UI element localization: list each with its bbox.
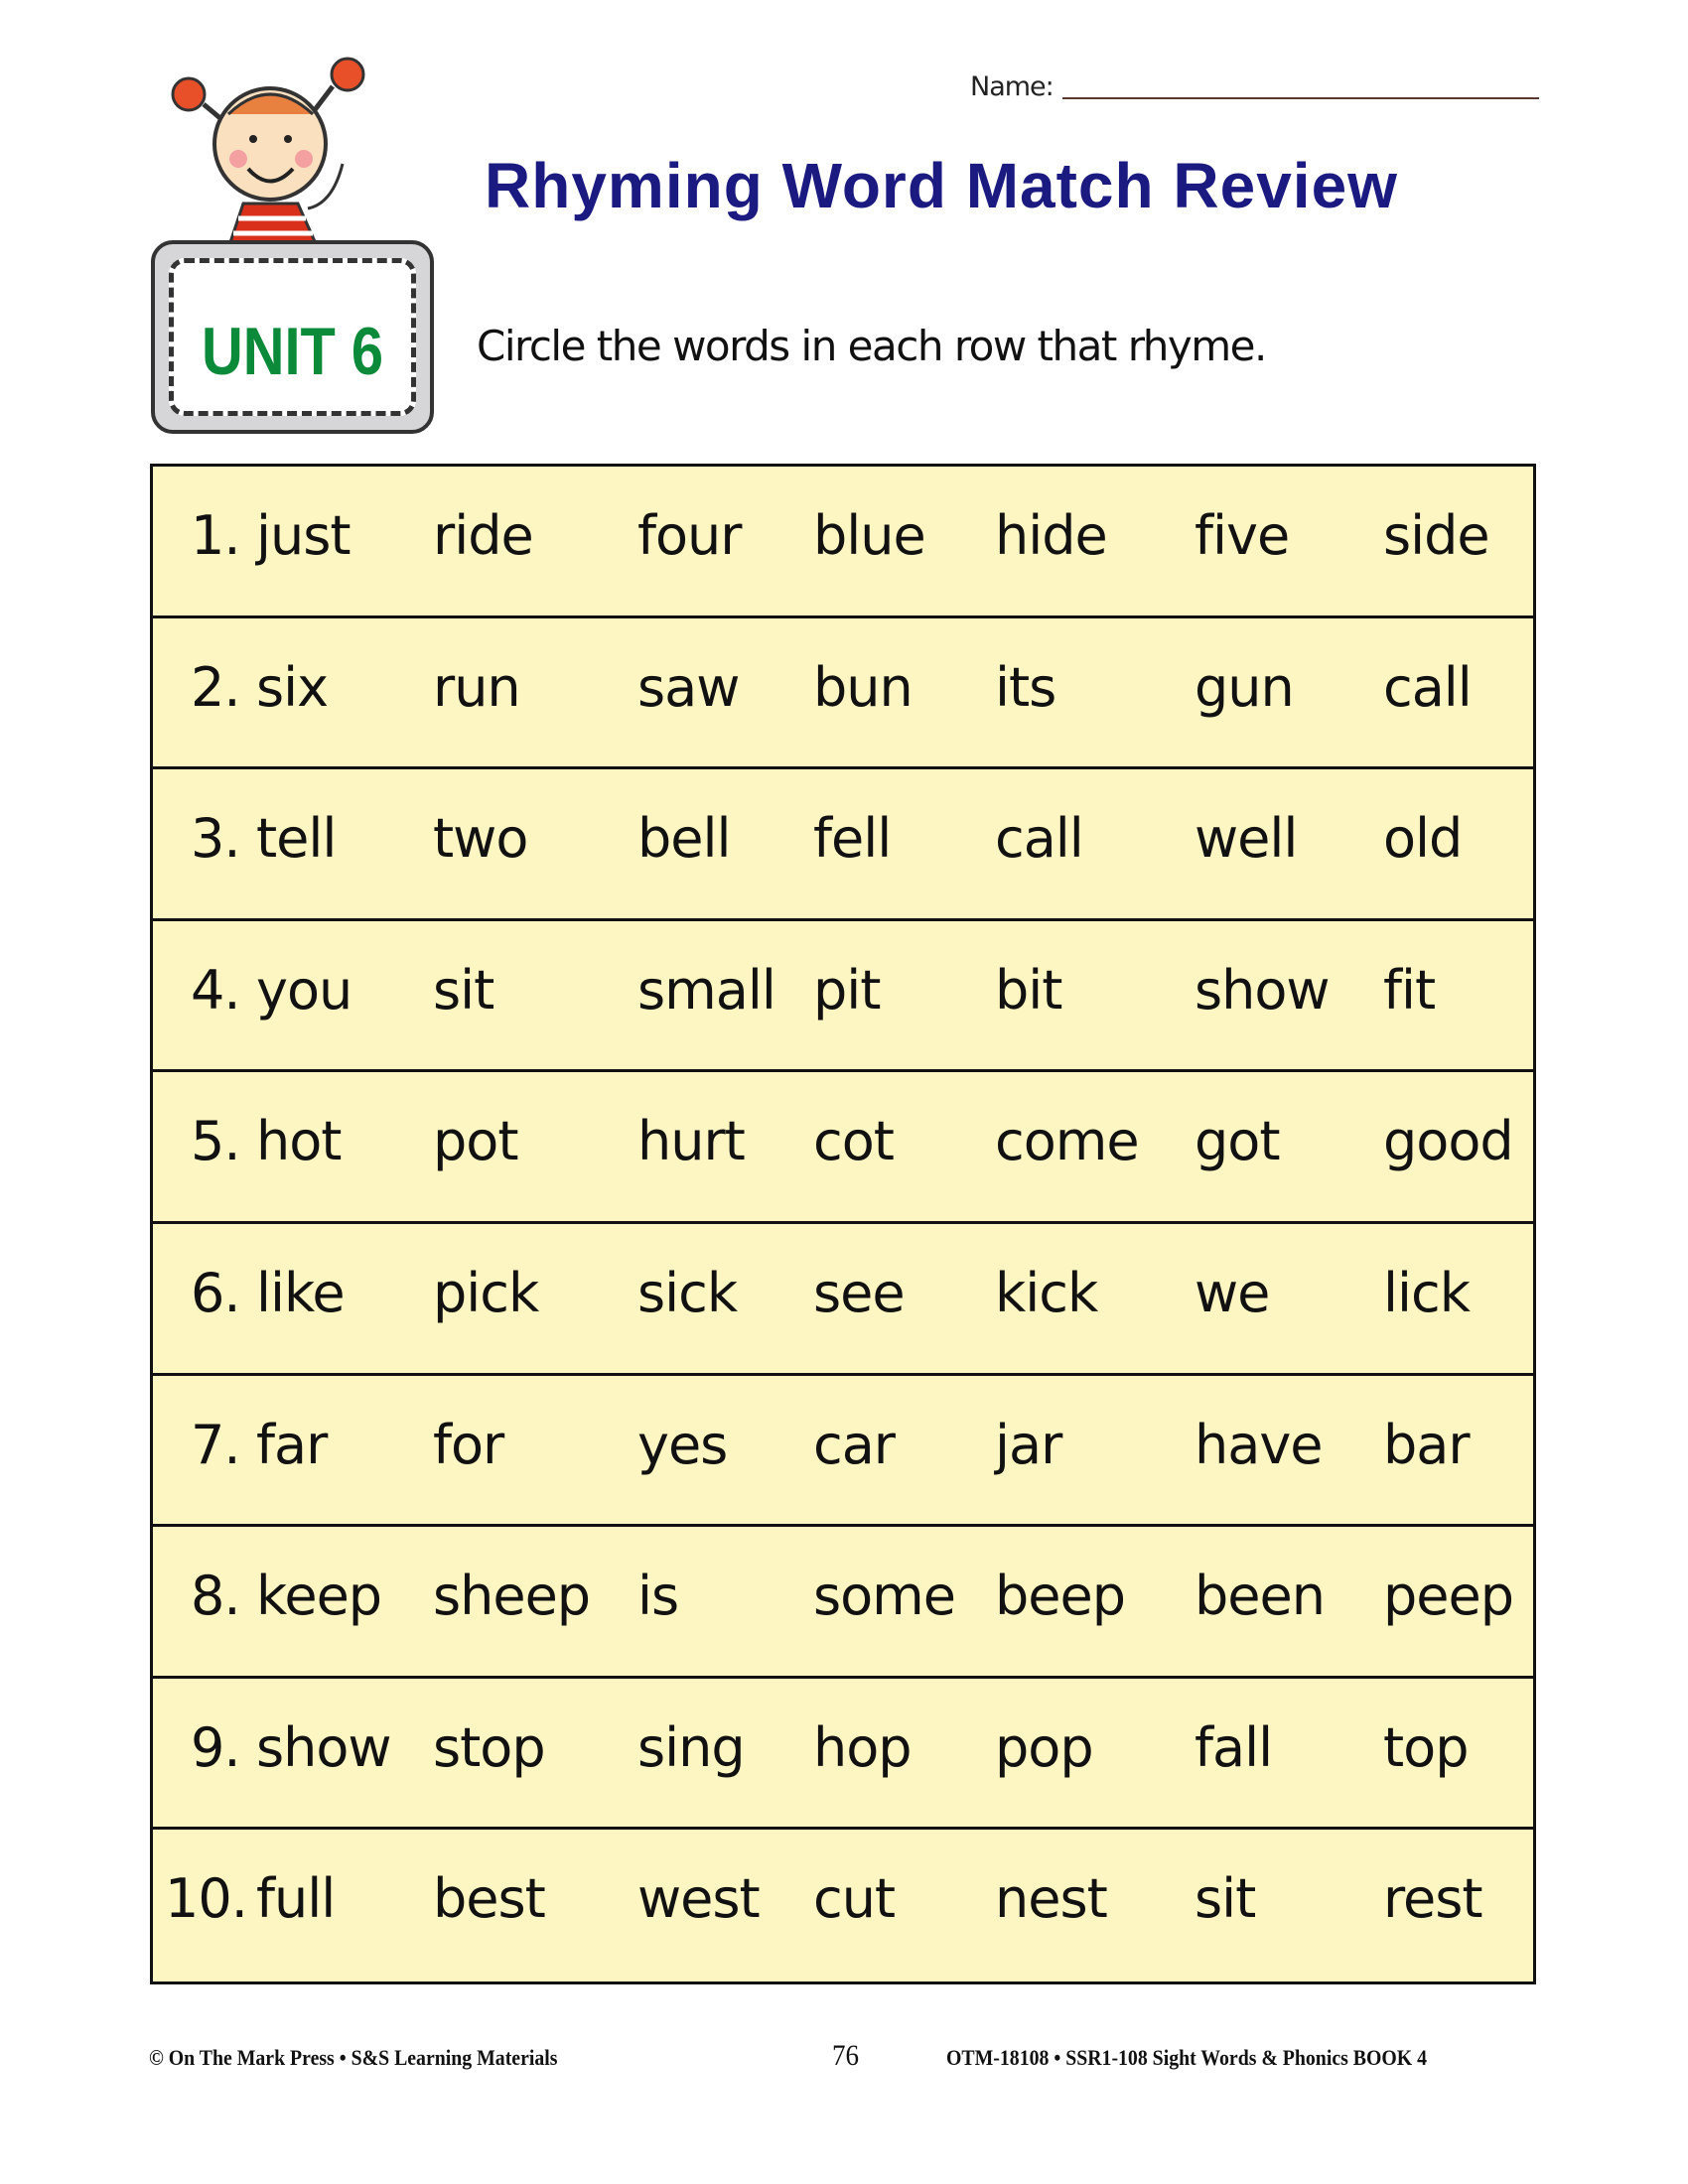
word-cell[interactable]: keep	[256, 1565, 382, 1628]
word-cell[interactable]: blue	[813, 504, 925, 567]
word-cell[interactable]: pit	[813, 958, 881, 1022]
row-number: 8.	[191, 1565, 240, 1628]
row-number: 9.	[191, 1715, 240, 1779]
word-cell[interactable]: lick	[1383, 1261, 1470, 1324]
word-cell[interactable]: saw	[637, 655, 740, 719]
word-cell[interactable]: like	[256, 1261, 345, 1324]
table-row	[153, 1527, 1533, 1679]
word-cell[interactable]: cot	[813, 1110, 894, 1173]
word-cell[interactable]: sick	[637, 1261, 738, 1324]
row-number: 2.	[191, 655, 240, 719]
word-cell[interactable]: old	[1383, 807, 1463, 871]
table-row	[153, 618, 1533, 770]
footer-book-info: OTM-18108 • SSR1-108 Sight Words & Phonics BOOK 4	[946, 2045, 1428, 2070]
table-row	[153, 467, 1533, 618]
word-cell[interactable]: we	[1195, 1261, 1270, 1324]
word-cell[interactable]: have	[1195, 1413, 1323, 1476]
word-cell[interactable]: call	[1383, 655, 1472, 719]
table-row	[153, 1830, 1533, 1981]
word-cell[interactable]: some	[813, 1565, 955, 1628]
word-cell[interactable]: is	[637, 1565, 679, 1628]
word-cell[interactable]: tell	[256, 807, 337, 871]
word-cell[interactable]: gun	[1195, 655, 1294, 719]
row-number: 5.	[191, 1110, 240, 1173]
word-cell[interactable]: six	[256, 655, 329, 719]
word-cell[interactable]: fit	[1383, 958, 1436, 1022]
word-cell[interactable]: hot	[256, 1110, 342, 1173]
word-cell[interactable]: run	[433, 655, 520, 719]
row-number: 10.	[165, 1867, 247, 1931]
word-cell[interactable]: yes	[637, 1413, 728, 1476]
word-cell[interactable]: fall	[1195, 1715, 1273, 1779]
word-cell[interactable]: call	[995, 807, 1083, 871]
row-number: 6.	[191, 1261, 240, 1324]
word-cell[interactable]: four	[637, 504, 742, 567]
word-cell[interactable]: show	[1195, 958, 1330, 1022]
word-cell[interactable]: see	[813, 1261, 905, 1324]
word-cell[interactable]: west	[637, 1867, 760, 1931]
word-cell[interactable]: side	[1383, 504, 1489, 567]
word-cell[interactable]: kick	[995, 1261, 1098, 1324]
word-cell[interactable]: its	[995, 655, 1056, 719]
word-cell[interactable]: sing	[637, 1715, 745, 1779]
word-cell[interactable]: pot	[433, 1110, 518, 1173]
word-cell[interactable]: far	[256, 1413, 328, 1476]
table-row	[153, 769, 1533, 921]
row-number: 4.	[191, 958, 240, 1022]
word-cell[interactable]: two	[433, 807, 528, 871]
word-cell[interactable]: cut	[813, 1867, 896, 1931]
word-cell[interactable]: nest	[995, 1867, 1107, 1931]
word-cell[interactable]: bar	[1383, 1413, 1470, 1476]
row-number: 1.	[191, 504, 240, 567]
word-cell[interactable]: just	[256, 504, 351, 567]
instructions: Circle the words in each row that rhyme.	[477, 322, 1266, 370]
word-cell[interactable]: bell	[637, 807, 731, 871]
word-cell[interactable]: small	[637, 958, 775, 1022]
word-cell[interactable]: sit	[433, 958, 494, 1022]
word-cell[interactable]: jar	[995, 1413, 1062, 1476]
table-row	[153, 1679, 1533, 1831]
word-cell[interactable]: well	[1195, 807, 1298, 871]
word-cell[interactable]: for	[433, 1413, 504, 1476]
word-cell[interactable]: best	[433, 1867, 545, 1931]
word-cell[interactable]: bun	[813, 655, 913, 719]
word-cell[interactable]: fell	[813, 807, 892, 871]
unit-label: UNIT 6	[201, 314, 384, 389]
word-cell[interactable]: rest	[1383, 1867, 1482, 1931]
word-cell[interactable]: been	[1195, 1565, 1325, 1628]
word-cell[interactable]: you	[256, 958, 352, 1022]
page-title: Rhyming Word Match Review	[485, 150, 1398, 221]
word-cell[interactable]: five	[1195, 504, 1290, 567]
word-cell[interactable]: ride	[433, 504, 533, 567]
page-number: 76	[832, 2039, 859, 2072]
unit-badge	[151, 240, 434, 434]
word-cell[interactable]: come	[995, 1110, 1139, 1173]
word-cell[interactable]: peep	[1383, 1565, 1513, 1628]
name-label: Name:	[970, 71, 1054, 102]
word-cell[interactable]: pop	[995, 1715, 1093, 1779]
word-cell[interactable]: hurt	[637, 1110, 745, 1173]
table-row	[153, 1376, 1533, 1528]
row-number: 3.	[191, 807, 240, 871]
word-cell[interactable]: good	[1383, 1110, 1513, 1173]
word-cell[interactable]: beep	[995, 1565, 1125, 1628]
table-row	[153, 921, 1533, 1073]
row-number: 7.	[191, 1413, 240, 1476]
rhyme-table	[150, 464, 1536, 1984]
word-cell[interactable]: full	[256, 1867, 336, 1931]
table-row	[153, 1224, 1533, 1376]
word-cell[interactable]: got	[1195, 1110, 1280, 1173]
table-row	[153, 1072, 1533, 1224]
word-cell[interactable]: hop	[813, 1715, 912, 1779]
word-cell[interactable]: top	[1383, 1715, 1469, 1779]
footer-copyright: © On The Mark Press • S&S Learning Materials	[149, 2045, 558, 2070]
name-field-line[interactable]	[1062, 97, 1539, 99]
word-cell[interactable]: bit	[995, 958, 1062, 1022]
word-cell[interactable]: car	[813, 1413, 895, 1476]
word-cell[interactable]: sit	[1195, 1867, 1256, 1931]
word-cell[interactable]: sheep	[433, 1565, 591, 1628]
word-cell[interactable]: pick	[433, 1261, 539, 1324]
word-cell[interactable]: stop	[433, 1715, 545, 1779]
word-cell[interactable]: show	[256, 1715, 391, 1779]
word-cell[interactable]: hide	[995, 504, 1107, 567]
